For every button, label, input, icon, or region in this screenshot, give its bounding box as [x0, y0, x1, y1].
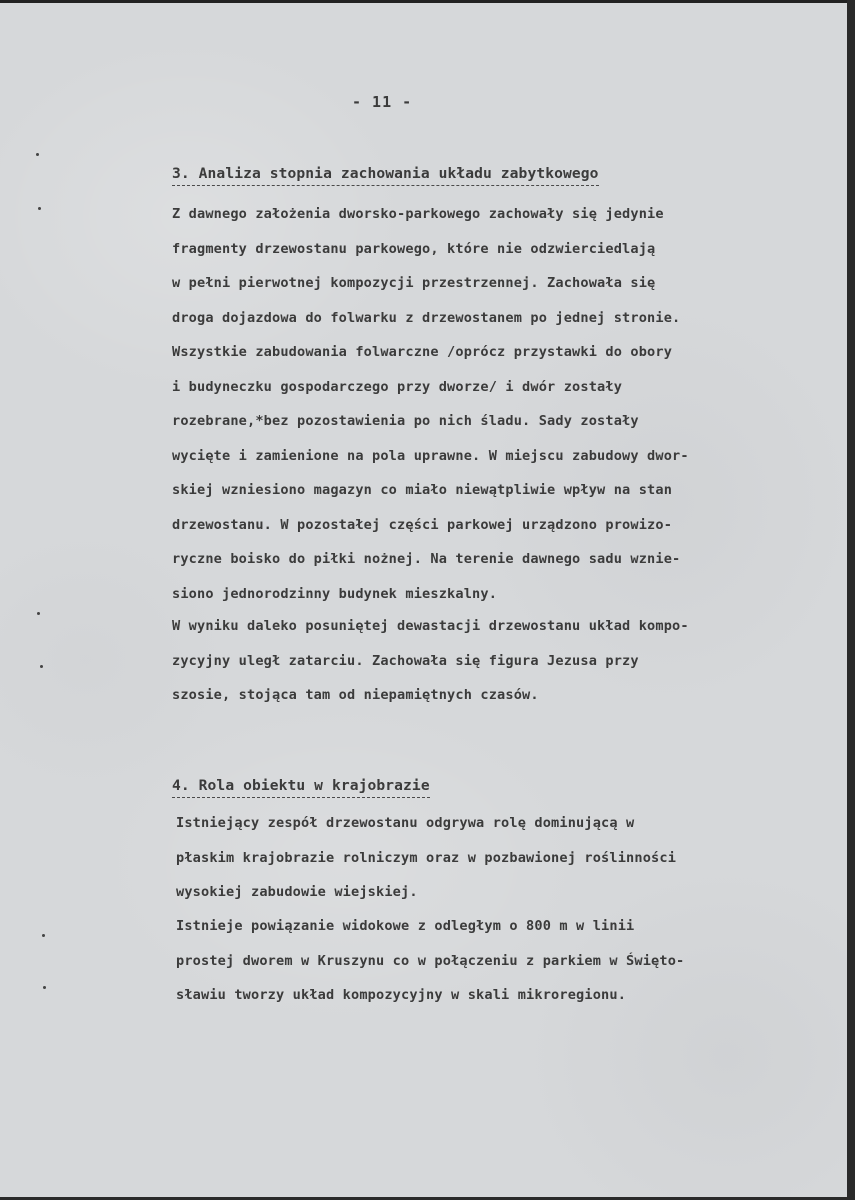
text-line: wycięte i zamienione na pola uprawne. W miejscu zabudowy dwor-: [172, 447, 689, 464]
section3-paragraph-2: [172, 609, 812, 713]
text-line: rozebrane,*bez pozostawienia po nich śladu. Sady zostały: [172, 413, 639, 429]
text-line: w pełni pierwotnej kompozycji przestrzennej. Zachowała się: [172, 275, 656, 291]
text-line: ryczne boisko do piłki nożnej. Na terenie dawnego sadu wznie-: [172, 551, 681, 567]
text-line: szosie, stojąca tam od niepamiętnych czasów.: [172, 687, 539, 703]
text-line: prostej dworem w Kruszynu co w połączeniu z parkiem w Święto-: [176, 952, 685, 969]
scan-border-right: [847, 0, 855, 1200]
section-heading-analysis: 3. Analiza stopnia zachowania układu zabytkowego: [172, 164, 599, 186]
margin-speck: [36, 153, 39, 156]
margin-speck: [42, 934, 45, 937]
text-line: sławiu tworzy układ kompozycyjny w skali mikroregionu.: [176, 987, 627, 1003]
margin-speck: [43, 986, 46, 989]
section3-paragraph-1: [172, 197, 812, 611]
section4-paragraph-1: [176, 806, 816, 910]
text-line: i budyneczku gospodarczego przy dworze/ i dwór zostały: [172, 378, 623, 395]
text-line: wysokiej zabudowie wiejskiej.: [176, 884, 418, 900]
text-line: droga dojazdowa do folwarku z drzewostanem po jednej stronie.: [172, 309, 681, 326]
margin-speck: [38, 207, 41, 210]
section-heading-landscape: 4. Rola obiektu w krajobrazie: [172, 776, 430, 798]
text-line: Istnieje powiązanie widokowe z odległym o 800 m w linii: [176, 918, 635, 934]
section4-paragraph-2: [176, 909, 816, 1013]
text-line: drzewostanu. W pozostałej części parkowej urządzono prowizo-: [172, 516, 673, 533]
margin-speck: [37, 612, 40, 615]
page-number: - 11 -: [352, 93, 413, 111]
text-line: siono jednorodzinny budynek mieszkalny.: [172, 585, 498, 602]
text-line: płaskim krajobrazie rolniczym oraz w pozbawionej roślinności: [176, 849, 677, 866]
text-line: Z dawnego założenia dworsko-parkowego zachowały się jedynie: [172, 206, 664, 222]
scan-border-top: [0, 0, 855, 3]
margin-speck: [40, 665, 43, 668]
text-line: Wszystkie zabudowania folwarczne /oprócz przystawki do obory: [172, 344, 673, 360]
text-line: W wyniku daleko posuniętej dewastacji drzewostanu układ kompo-: [172, 618, 689, 634]
text-line: Istniejący zespół drzewostanu odgrywa rolę dominującą w: [176, 815, 635, 831]
text-line: zycyjny uległ zatarciu. Zachowała się figura Jezusa przy: [172, 652, 639, 669]
text-line: fragmenty drzewostanu parkowego, które nie odzwierciedlają: [172, 240, 656, 257]
text-line: skiej wzniesiono magazyn co miało niewątpliwie wpływ na stan: [172, 482, 673, 498]
